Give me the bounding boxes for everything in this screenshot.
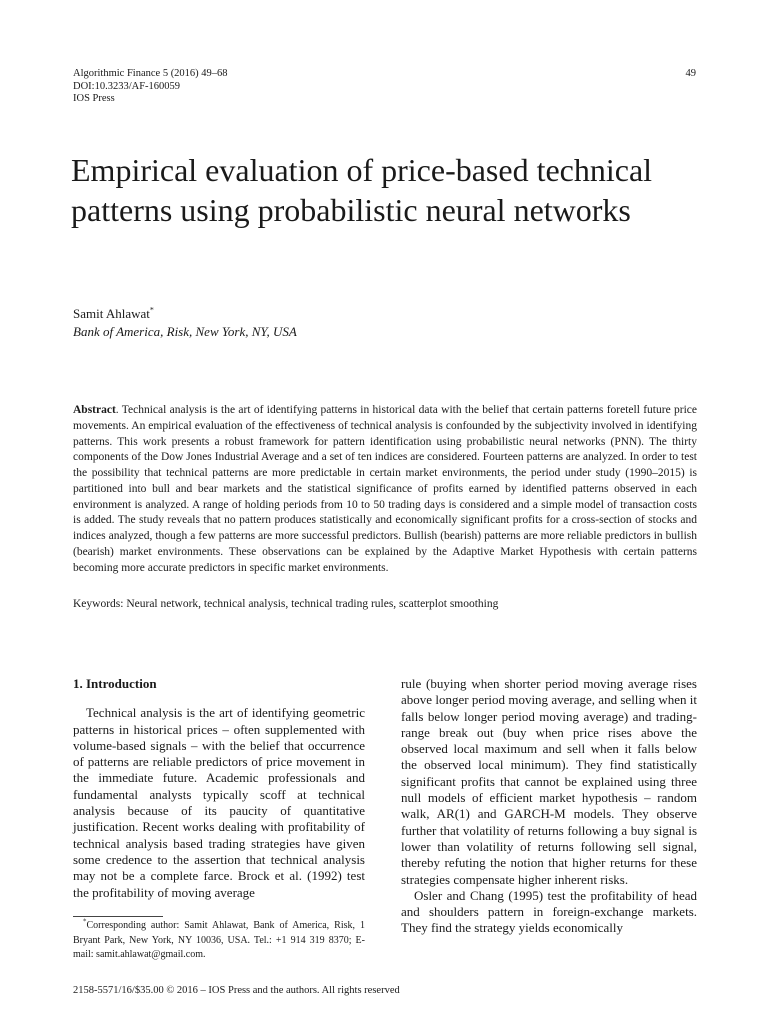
abstract-text: . Technical analysis is the art of identifying patterns in historical data with the belief that certain patterns foretell future price movements. An empirical evaluation of the effectiveness of technical analysis is confounded by the subjectivity involved in identifying patterns. This work presents a robust framework for pattern identification using probabilistic neural networks (PNN). The thirty components of the Dow Jones Industrial Average and a set of ten indices are considered. Fourteen patterns are analyzed. In order to test the possibility that technical patterns are more predictable in certain market environments, the period under study (1990–2015) is partitioned into bull and bear markets and the statistical significance of profits earned by identified patterns observed in each environment is analyzed. A range of holding periods from 10 to 50 trading days is considered and a simple model of transaction costs is added. The study reveals that no pattern produces statistically and economically significant profits for a cross-section of stocks and indices analyzed, though a few patterns are more successful predictors. Bullish (bearish) patterns are more reliable predictors in bullish (bearish) market environments. These observations can be explained by the Adaptive Market Hypothesis with certain patterns becoming more accurate predictors in specific market environments. xyxy=(73,404,697,574)
paper-title: Empirical evaluation of price-based technical patterns using probabilistic neural networks xyxy=(71,152,653,228)
journal-header xyxy=(73,68,228,106)
abstract-label: Abstract xyxy=(73,404,116,416)
intro-paragraph-continued: rule (buying when shorter period moving average rises above longer period moving average, and selling when it falls below longer period moving average) and trading-range break out (buy when price rises above the observed local maximum and sell when it falls below the observed local minimum). They find statistically significant profits that cannot be explained using three null models of efficient market hypothesis – random walk, AR(1) and GARCH-M models. They observe further that volatility of returns following a buy signal is lower than volatility of returns following sell signal, thereby refuting the notion that higher returns for these strategies compensate higher inherent risks. xyxy=(401,676,697,887)
intro-paragraph-2: Osler and Chang (1995) test the profitability of head and shoulders pattern in foreign-exchange markets. They find the strategy yields economically xyxy=(401,887,697,936)
copyright-line: 2158-5571/16/$35.00 © 2016 – IOS Press and the authors. All rights reserved xyxy=(73,985,400,996)
footnote-divider xyxy=(73,916,163,917)
footnote-text: Corresponding author: Samit Ahlawat, Bank of America, Risk, 1 Bryant Park, New York, NY 10036, USA. Tel.: +1 914 319 8370; E-mail: samit.ahlawat@gmail.com. xyxy=(73,920,365,960)
footnote xyxy=(73,919,365,963)
intro-paragraph-1: Technical analysis is the art of identifying geometric patterns in historical prices – often supplemented with volume-based signals – with the belief that occurrence of patterns are reliable predictors of price movement in the immediate future. Academic professionals and fundamental analysts typically scoff at technical analysis because of its paucity of quantitative justification. Recent works dealing with profitability of technical analysis based trading strategies have given some credence to the assertion that technical analysis may not be a complete farce. Brock et al. (1992) test the profitability of moving average xyxy=(73,705,365,900)
author-line xyxy=(73,306,154,322)
author-affiliation: Bank of America, Risk, New York, NY, USA xyxy=(73,324,297,339)
abstract xyxy=(73,403,697,576)
author-name: Samit Ahlawat xyxy=(73,306,150,321)
section-heading-introduction: 1. Introduction xyxy=(73,676,157,691)
body-column-left xyxy=(73,676,365,901)
author-footnote-marker: * xyxy=(149,305,154,315)
keywords: Keywords: Neural network, technical analysis, technical trading rules, scatterplot smoothing xyxy=(73,598,499,610)
footnote-marker: * xyxy=(83,917,87,926)
body-column-right xyxy=(401,676,697,937)
publisher: IOS Press xyxy=(73,93,115,104)
doi: DOI:10.3233/AF-160059 xyxy=(73,80,181,92)
page-number: 49 xyxy=(685,68,696,79)
journal-citation: Algorithmic Finance 5 (2016) 49–68 xyxy=(73,68,228,79)
